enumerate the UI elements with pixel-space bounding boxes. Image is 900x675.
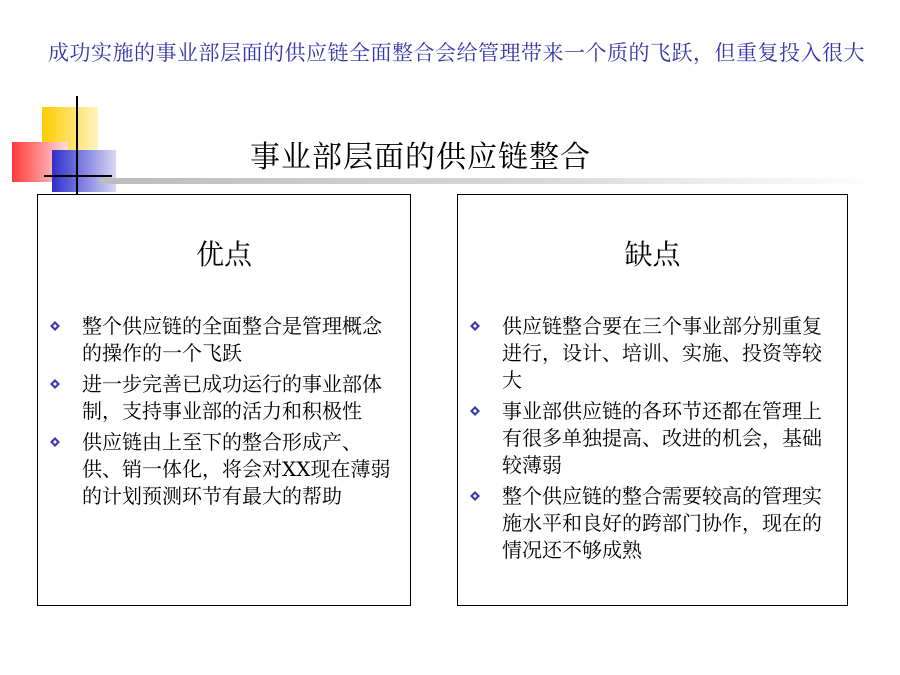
- cons-heading: 缺点: [624, 238, 681, 271]
- cons-item-text: 事业部供应链的各环节还都在管理上有很多单独提高、改进的机会，基础较薄弱: [502, 399, 822, 477]
- list-item: [470, 398, 835, 479]
- pros-panel: [37, 194, 411, 606]
- pros-item-text: 整个供应链的全面整合是管理概念的操作的一个飞跃: [82, 314, 382, 365]
- diamond-bullet-icon: [470, 321, 480, 331]
- cons-item-text: 供应链整合要在三个事业部分别重复进行，设计、培训、实施、投资等较大: [502, 314, 822, 392]
- cons-panel: [457, 194, 848, 606]
- list-item: [470, 483, 835, 564]
- diamond-bullet-icon: [50, 321, 60, 331]
- pros-item-text: 供应链由上至下的整合形成产、供、销一体化，将会对XX现在薄弱的计划预测环节有最大的帮助: [82, 430, 391, 508]
- cons-item-text: 整个供应链的整合需要较高的管理实施水平和良好的跨部门协作，现在的情况还不够成熟: [502, 484, 822, 562]
- diamond-bullet-icon: [50, 379, 60, 389]
- pros-list: [50, 313, 398, 514]
- list-item: [470, 313, 835, 394]
- title-divider: [100, 178, 880, 184]
- deco-blue-square: [52, 150, 116, 192]
- diamond-bullet-icon: [50, 437, 60, 447]
- pros-item-text: 进一步完善已成功运行的事业部体制，支持事业部的活力和积极性: [82, 372, 382, 423]
- pros-heading: 优点: [195, 238, 252, 271]
- diamond-bullet-icon: [470, 406, 480, 416]
- headline-text: 成功实施的事业部层面的供应链全面整合会给管理带来一个质的飞跃，但重复投入很大: [48, 41, 865, 65]
- diamond-bullet-icon: [470, 491, 480, 501]
- list-item: [50, 429, 398, 510]
- slide-title: 事业部层面的供应链整合: [250, 140, 591, 175]
- list-item: [50, 371, 398, 425]
- cons-list: [470, 313, 835, 568]
- list-item: [50, 313, 398, 367]
